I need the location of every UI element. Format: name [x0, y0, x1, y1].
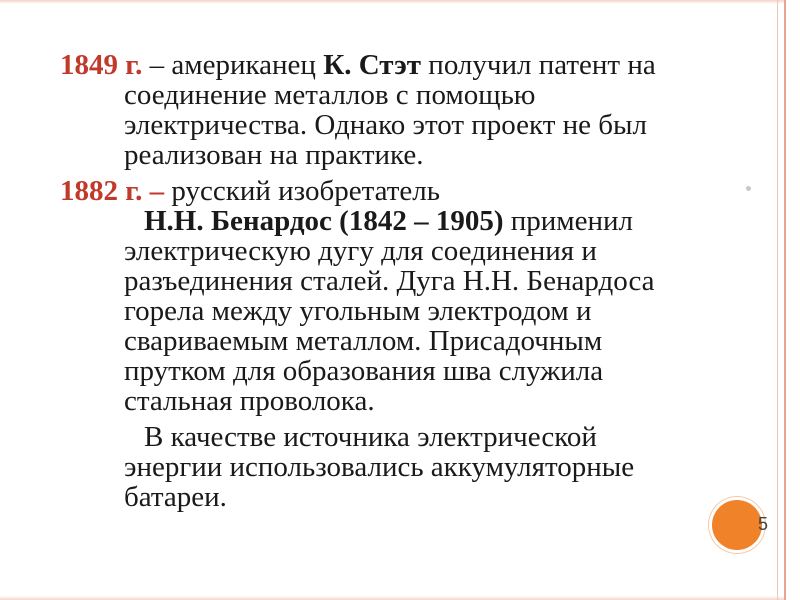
p1-rest: получил патент на — [421, 49, 656, 81]
paragraph-battery — [60, 422, 750, 512]
p2-line-4: горела между угольным электродом и — [124, 295, 592, 327]
p2-rest2: применил — [503, 205, 634, 237]
p2-rest: русский изобретатель — [164, 175, 440, 207]
paragraph-1882 — [60, 176, 750, 416]
right-border-inner — [777, 0, 778, 600]
year-1882: 1882 г. – — [60, 175, 165, 207]
p2-line-name — [60, 206, 750, 236]
right-border-outer — [784, 0, 786, 600]
paragraph-1849 — [60, 50, 750, 170]
p3-line-1: В качестве источника электрической — [144, 421, 597, 453]
decorative-dot — [746, 186, 751, 191]
p2-line-6: прутком для образования шва служила — [124, 355, 604, 387]
top-border — [0, 0, 786, 4]
p3-line-2: энергии использовались аккумуляторные — [124, 451, 635, 483]
p1-line-2: соединение металлов с помощью — [124, 79, 536, 111]
bottom-border — [0, 596, 786, 600]
p2-line-3: разъединения сталей. Дуга Н.Н. Бенардоса — [124, 265, 655, 297]
slide-content — [60, 50, 750, 518]
year-1849: 1849 г. — [60, 49, 143, 81]
p1-line-1 — [60, 50, 750, 80]
p1-line-3: электричества. Однако этот проект не был — [124, 109, 648, 141]
slide-number: 5 — [758, 514, 769, 534]
name-benardos: Н.Н. Бенардос (1842 – 1905) — [144, 205, 504, 237]
p2-line-2: электрическую дугу для соединения и — [124, 235, 597, 267]
p2-line-7: стальная проволока. — [124, 385, 375, 417]
p1-dash: – американец — [142, 49, 324, 81]
p3-line-3: батареи. — [124, 481, 227, 513]
p2-line-1 — [60, 176, 750, 206]
p1-line-4: реализован на практике. — [124, 139, 424, 171]
orange-circle-decoration — [712, 500, 762, 550]
p2-line-5: свариваемым металлом. Присадочным — [124, 325, 603, 357]
name-stet: К. Стэт — [323, 49, 422, 81]
